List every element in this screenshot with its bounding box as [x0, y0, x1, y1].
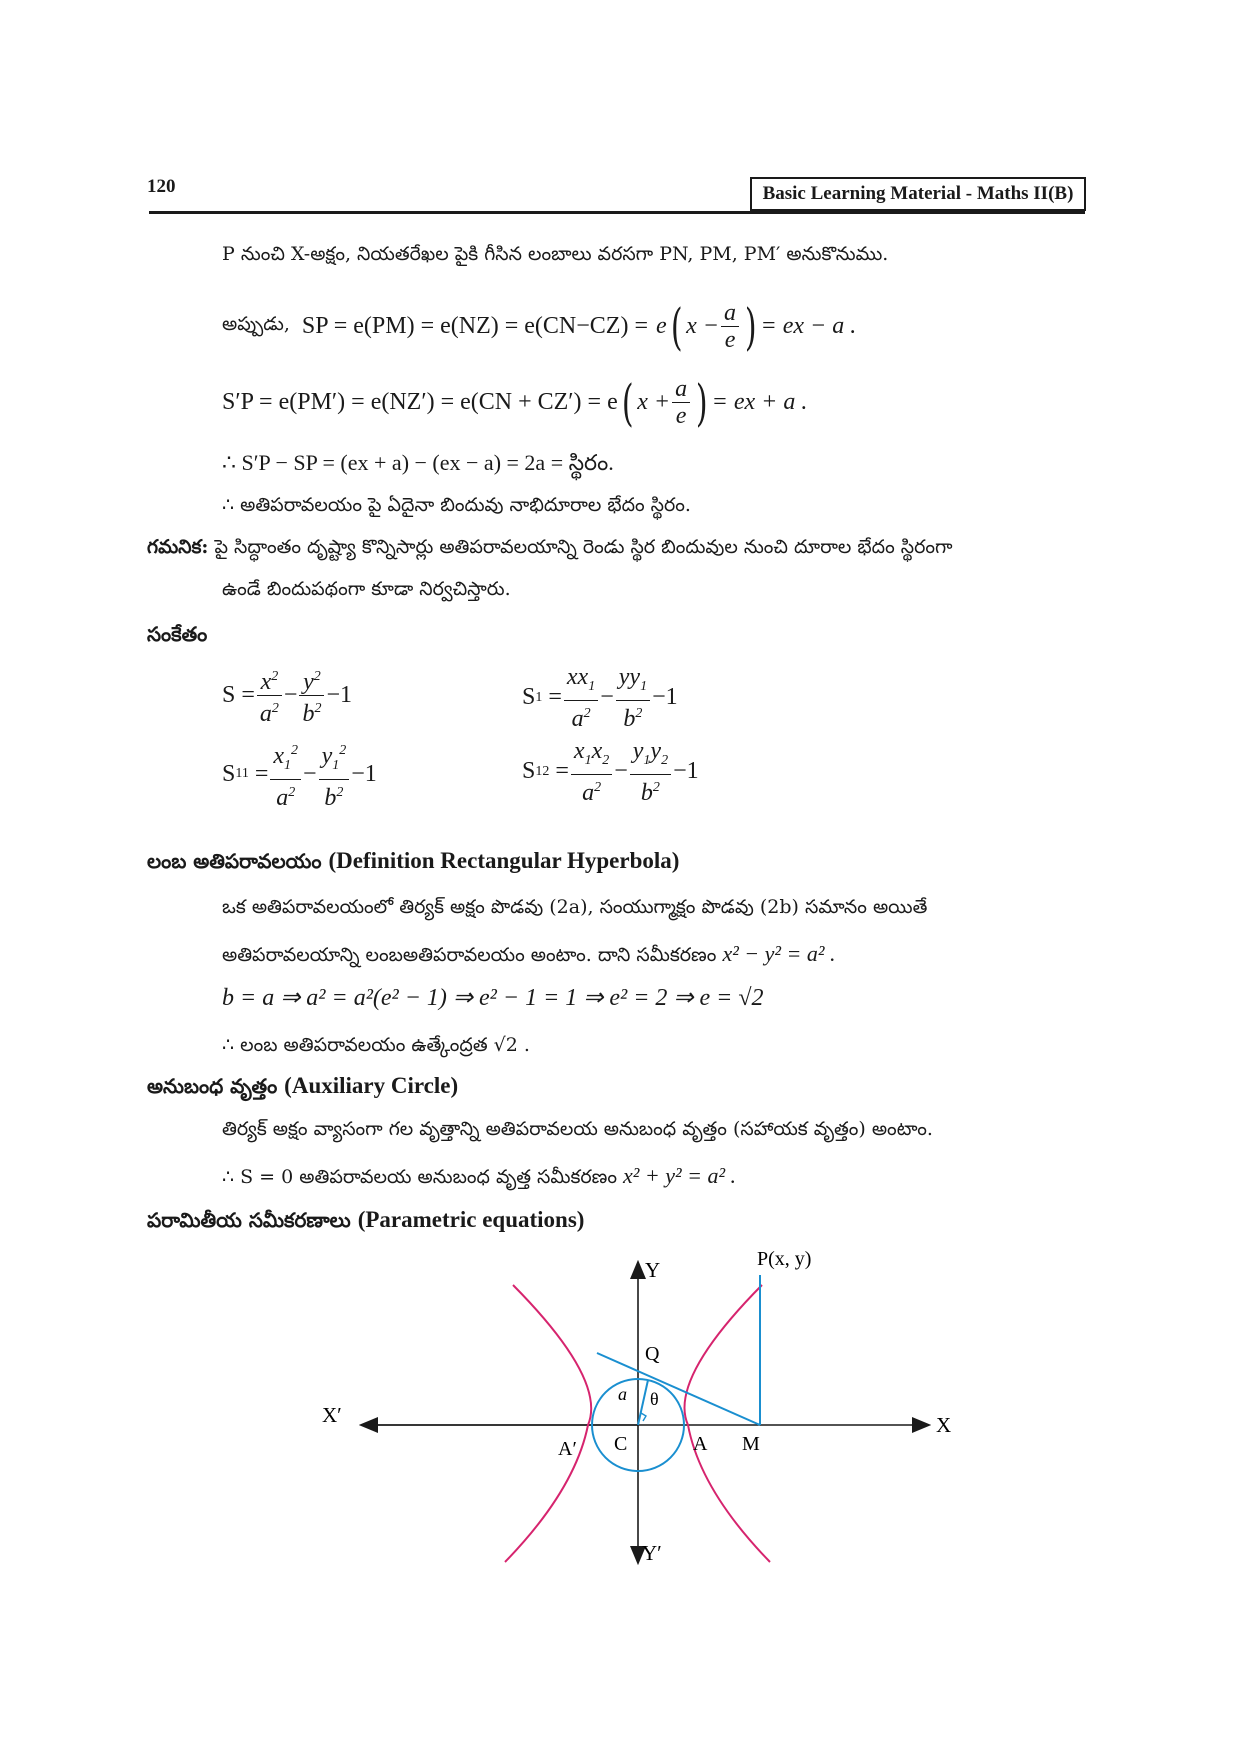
eq1-rhs: = ex − a .: [760, 313, 857, 339]
note-label: గమనిక:: [147, 536, 209, 558]
label-x: X: [936, 1413, 952, 1437]
rect-heading-te: లంబ అతిపరావలయం: [147, 849, 322, 873]
conclusion: ∴ అతిపరావలయం పై ఏదైనా బిందువు నాభిదూరాల భేదం స్థిరం.: [222, 494, 691, 516]
aux-heading-te: అనుబంధ వృత్తం: [147, 1074, 278, 1098]
rect-line2-text: అతిపరావలయాన్ని లంబఅతిపరావలయం అంటాం. దాని సమీకరణం: [222, 944, 717, 966]
rect-line1: ఒక అతిపరావలయంలో తిర్యక్ అక్షం పొడవు (2a), సంయుగ్మాక్షం పొడవు (2b) సమానం అయితే: [222, 896, 928, 918]
equation-spp: S′P = e(PM′) = e(NZ′) = e(CN + CZ′) = e ( x + $\frac{a}{e}$ ) = ex + a .: [222, 373, 808, 432]
eq2-frac-den: e: [675, 403, 687, 429]
eq2-frac-num: a: [672, 376, 690, 403]
notation-s12-label: S: [522, 758, 536, 785]
label-x-prime: X′: [322, 1403, 342, 1427]
aux-line2-math: x² + y² = a² .: [623, 1163, 737, 1188]
eq1-prefix: అప్పుడు,: [222, 313, 290, 335]
label-m: M: [742, 1433, 760, 1455]
eq1-frac-den: e: [724, 327, 736, 353]
aux-line2-text: ∴ S = 0 అతిపరావలయ అనుబంధ వృత్త సమీకరణం: [222, 1166, 617, 1188]
aux-line1: తిర్యక్ అక్షం వ్యాసంగా గల వృత్తాన్ని అతిపరావలయ అనుబంధ వృత్తం (సహాయక వృత్తం) అంటాం.: [222, 1118, 933, 1140]
intro-line: P నుంచి X-అక్షం, నియతరేఖల పైకి గీసిన లంబాలు వరసగా PN, PM, PM′ అనుకొనుము.: [222, 243, 889, 265]
equation-difference: ∴ S′P − SP = (ex + a) − (ex − a) = 2a = స్థిరం.: [222, 450, 614, 475]
notation-s1: S 1 = $\frac{xx_1}{a^2}$ − $\frac{yy_1}{b^2}$ −1: [522, 664, 678, 732]
eq2-lhs: S′P = e(PM′) = e(NZ′) = e(CN + CZ′) = e: [222, 389, 618, 415]
notation-s: S = $\frac{x^2}{a^2}$ − $\frac{y^2}{b^2}$ −1: [222, 664, 352, 727]
notation-s12: S 12 = $\frac{x_1x_2}{a^2}$ − $\frac{y_1y_2}{b^2}$ −1: [522, 738, 699, 806]
hyperbola-left-branch: [505, 1285, 591, 1562]
label-theta: θ: [650, 1389, 659, 1409]
book-title: Basic Learning Material - Maths II(B): [750, 177, 1086, 211]
aux-heading-en: (Auxiliary Circle): [284, 1073, 459, 1098]
notation-heading: సంకేతం: [147, 622, 208, 646]
notation-s11-label: S: [222, 760, 236, 787]
param-heading-te: పరామితీయ సమీకరణాలు: [147, 1208, 351, 1232]
rect-heading-en: (Definition Rectangular Hyperbola): [328, 848, 680, 873]
param-heading-en: (Parametric equations): [357, 1207, 585, 1232]
page-number: 120: [147, 176, 176, 197]
note-line2: ఉండే బిందుపథంగా కూడా నిర్వచిస్తారు.: [222, 578, 511, 600]
label-a-vertex: A: [693, 1433, 708, 1455]
notation-s11: S 11 = $\frac{x_1^2}{a^2}$ − $\frac{y_1^2}{b^2}$ −1: [222, 738, 377, 811]
rect-eccentricity: ∴ లంబ అతిపరావలయం ఉత్కేంద్రత √2 .: [222, 1034, 530, 1056]
notation-s-label: S: [222, 682, 236, 708]
rect-line2-math: x² − y² = a² .: [722, 941, 836, 966]
eq1-frac-num: a: [721, 300, 739, 327]
label-q: Q: [645, 1343, 660, 1365]
rect-derivation: b = a ⇒ a² = a²(e² − 1) ⇒ e² − 1 = 1 ⇒ e² = 2 ⇒ e = √2: [222, 985, 764, 1011]
note-text-1: పై సిద్ధాంతం దృష్ట్యా కొన్నిసార్లు అతిపరావలయాన్ని రెండు స్థిర బిందువుల నుంచి దూరాల భేదం స్థిరంగా: [214, 536, 953, 558]
radius-cq: [638, 1380, 648, 1425]
label-p: P(x, y): [757, 1248, 812, 1270]
label-a-prime: A′: [558, 1438, 577, 1460]
right-angle-mark: [641, 1413, 646, 1421]
label-y-prime: Y′: [642, 1541, 662, 1565]
label-a: a: [618, 1384, 627, 1404]
eq2-rhs: = ex + a .: [711, 389, 808, 415]
label-y: Y: [645, 1258, 661, 1282]
eq1-lhs: SP = e(PM) = e(NZ) = e(CN−CZ) =: [301, 313, 648, 339]
equation-sp: అప్పుడు, SP = e(PM) = e(NZ) = e(CN−CZ) = e ( x − $\frac{a}{e}$ ) = ex − a .: [222, 297, 857, 356]
notation-s1-label: S: [522, 684, 536, 711]
label-c: C: [614, 1433, 628, 1455]
